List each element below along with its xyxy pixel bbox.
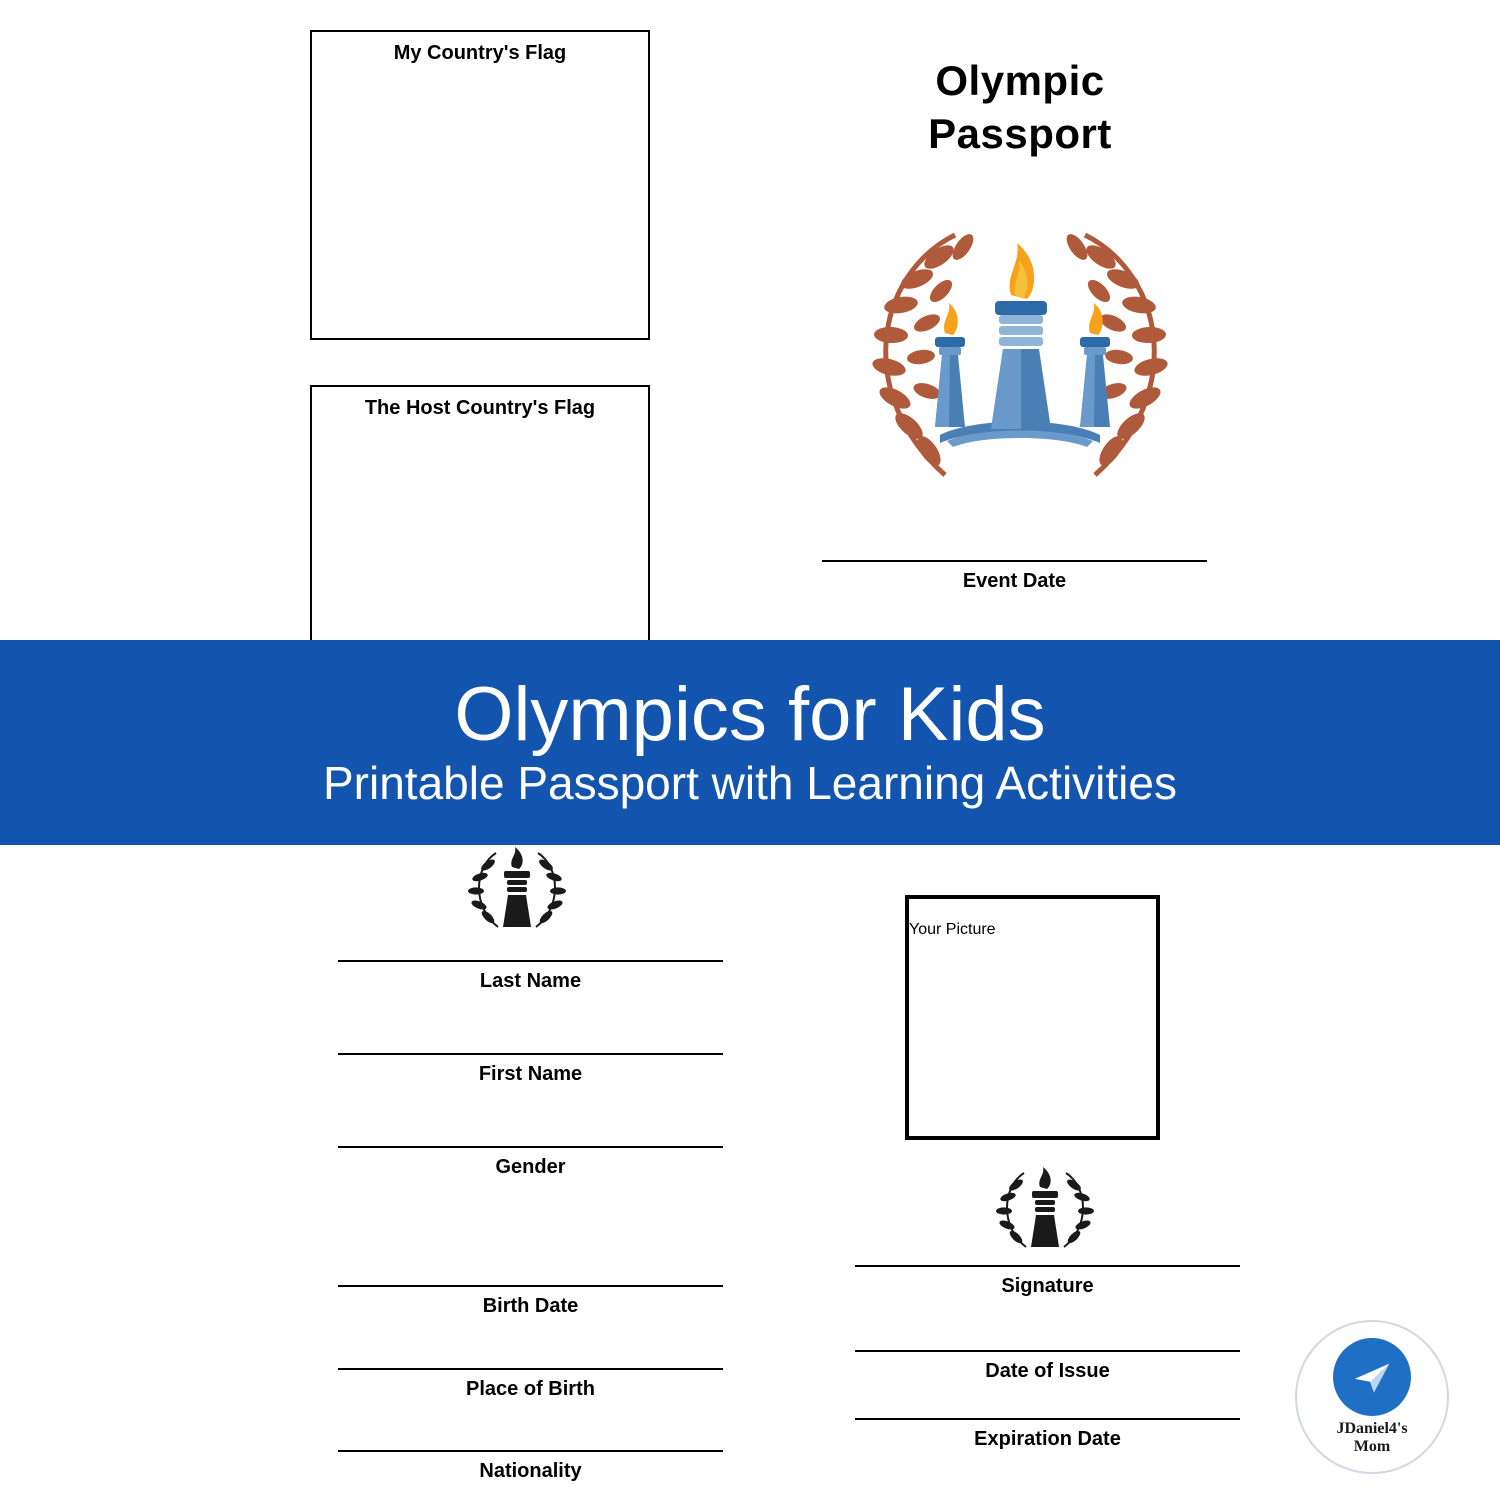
torch-laurel-icon-right bbox=[990, 1165, 1100, 1255]
gender-label: Gender bbox=[495, 1156, 566, 1178]
nationality-line bbox=[338, 1450, 723, 1452]
first-name-label: First Name bbox=[478, 1063, 583, 1085]
passport-title-line2: Passport bbox=[928, 109, 1112, 157]
birth-date-label: Birth Date bbox=[482, 1295, 579, 1317]
first-name-line bbox=[338, 1053, 723, 1055]
field-signature[interactable] bbox=[855, 1265, 1240, 1298]
host-country-flag-label: The Host Country's Flag bbox=[364, 397, 596, 419]
banner bbox=[0, 640, 1500, 845]
signature-label: Signature bbox=[1001, 1275, 1094, 1297]
last-name-label: Last Name bbox=[479, 970, 582, 992]
place-of-birth-line bbox=[338, 1368, 723, 1370]
field-nationality[interactable] bbox=[338, 1450, 723, 1483]
expiration-date-line bbox=[855, 1418, 1240, 1420]
field-last-name[interactable] bbox=[338, 960, 723, 993]
olympic-torch-laurel-icon bbox=[835, 195, 1205, 515]
field-first-name[interactable] bbox=[338, 1053, 723, 1086]
field-event-date[interactable] bbox=[822, 560, 1207, 593]
gender-line bbox=[338, 1146, 723, 1148]
expiration-date-label: Expiration Date bbox=[974, 1428, 1121, 1450]
last-name-line bbox=[338, 960, 723, 962]
watermark-line2: Mom bbox=[1353, 1438, 1391, 1455]
watermark-line1: JDaniel4's bbox=[1336, 1420, 1408, 1438]
date-of-issue-label: Date of Issue bbox=[985, 1360, 1110, 1382]
field-place-of-birth[interactable] bbox=[338, 1368, 723, 1401]
field-expiration-date[interactable] bbox=[855, 1418, 1240, 1451]
banner-subtitle: Printable Passport with Learning Activities bbox=[323, 757, 1177, 810]
field-date-of-issue[interactable] bbox=[855, 1350, 1240, 1383]
nationality-label: Nationality bbox=[479, 1460, 582, 1482]
birth-date-line bbox=[338, 1285, 723, 1287]
my-country-flag-box bbox=[310, 30, 650, 340]
field-gender[interactable] bbox=[338, 1146, 723, 1179]
date-of-issue-line bbox=[855, 1350, 1240, 1352]
your-picture-box bbox=[905, 895, 1160, 1140]
event-date-label: Event Date bbox=[962, 570, 1067, 592]
banner-title: Olympics for Kids bbox=[454, 672, 1046, 758]
field-birth-date[interactable] bbox=[338, 1285, 723, 1318]
passport-title bbox=[800, 55, 1240, 160]
my-country-flag-label: My Country's Flag bbox=[393, 42, 567, 64]
signature-line bbox=[855, 1265, 1240, 1267]
your-picture-label: Your Picture bbox=[909, 921, 996, 938]
passport-title-line1: Olympic bbox=[935, 57, 1105, 104]
paper-plane-icon bbox=[1333, 1338, 1411, 1416]
event-date-line bbox=[822, 560, 1207, 562]
place-of-birth-label: Place of Birth bbox=[466, 1378, 595, 1400]
watermark-badge bbox=[1295, 1320, 1449, 1474]
torch-laurel-icon-left bbox=[462, 845, 572, 935]
